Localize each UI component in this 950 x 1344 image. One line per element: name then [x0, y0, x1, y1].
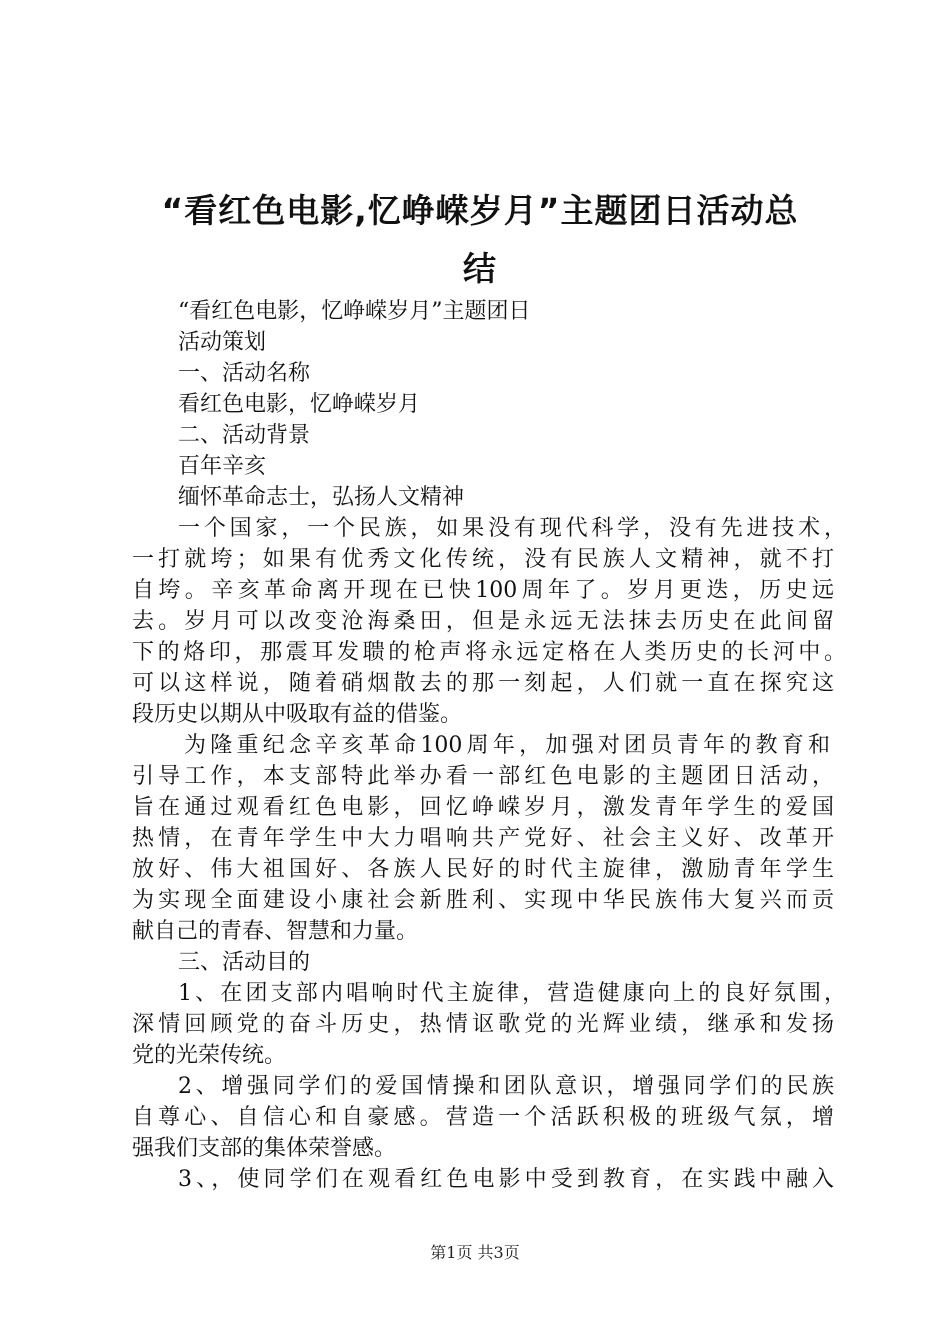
paragraph-line: 强我们支部的集体荣誉感。 [132, 1136, 397, 1161]
paragraph-line: 3、，使同学们在观看红色电影中受到教育，在实践中融入 [178, 1167, 834, 1192]
document-title-line-2: 结 [463, 249, 497, 288]
paragraph-line: 献自己的青春、智慧和力量。 [132, 919, 419, 944]
text-line: 百年辛亥 [178, 454, 267, 479]
paragraph-line: 段历史以期从中吸取有益的借鉴。 [132, 702, 463, 727]
paragraph-line: 可以这样说，随着硝烟散去的那一刻起，人们就一直在探究这 [132, 671, 834, 696]
paragraph-line: 2、增强同学们的爱国情操和团队意识，增强同学们的民族 [178, 1074, 834, 1099]
text-line: 缅怀革命志士，弘扬人文精神 [178, 485, 465, 510]
paragraph-line: 去。岁月可以改变沧海桑田，但是永远无法抹去历史在此间留 [132, 609, 834, 634]
paragraph-line: 引导工作，本支部特此举办看一部红色电影的主题团日活动， [132, 764, 834, 789]
paragraph-line: 深情回顾党的奋斗历史，热情讴歌党的光辉业绩，继承和发扬 [132, 1012, 834, 1037]
document-title-line-1: “看红色电影,忆峥嵘岁月”主题团日活动总 [161, 191, 799, 230]
text-line: 活动策划 [178, 330, 267, 355]
paragraph-line: 旨在通过观看红色电影，回忆峥嵘岁月，激发青年学生的爱国 [132, 795, 834, 820]
section-heading: 二、活动背景 [178, 423, 311, 448]
paragraph-line: 1、在团支部内唱响时代主旋律，营造健康向上的良好氛围， [178, 981, 846, 1006]
paragraph-line: 下的烙印，那震耳发聩的枪声将永远定格在人类历史的长河中。 [132, 640, 846, 665]
paragraph-line: 党的光荣传统。 [132, 1043, 287, 1068]
section-heading: 三、活动目的 [178, 950, 311, 975]
text-line: 看红色电影，忆峥嵘岁月 [178, 392, 421, 417]
paragraph-line: 热情，在青年学生中大力唱响共产党好、社会主义好、改革开 [132, 826, 834, 851]
page-footer: 第1页 共3页 [430, 1243, 520, 1262]
paragraph-line: 一个国家，一个民族，如果没有现代科学，没有先进技术， [178, 516, 846, 541]
paragraph-line: 一打就垮；如果有优秀文化传统，没有民族人文精神，就不打 [132, 547, 834, 572]
section-heading: 一、活动名称 [178, 361, 311, 386]
paragraph-line: 自尊心、自信心和自豪感。营造一个活跃积极的班级气氛，增 [132, 1105, 834, 1130]
text-line: “看红色电影，忆峥嵘岁月”主题团日 [178, 299, 531, 324]
paragraph-line: 为隆重纪念辛亥革命100周年，加强对团员青年的教育和 [184, 733, 830, 758]
paragraph-line: 放好、伟大祖国好、各族人民好的时代主旋律，激励青年学生 [132, 857, 834, 882]
paragraph-line: 自垮。辛亥革命离开现在已快100周年了。岁月更迭，历史远 [132, 578, 834, 603]
paragraph-line: 为实现全面建设小康社会新胜利、实现中华民族伟大复兴而贡 [132, 888, 834, 913]
